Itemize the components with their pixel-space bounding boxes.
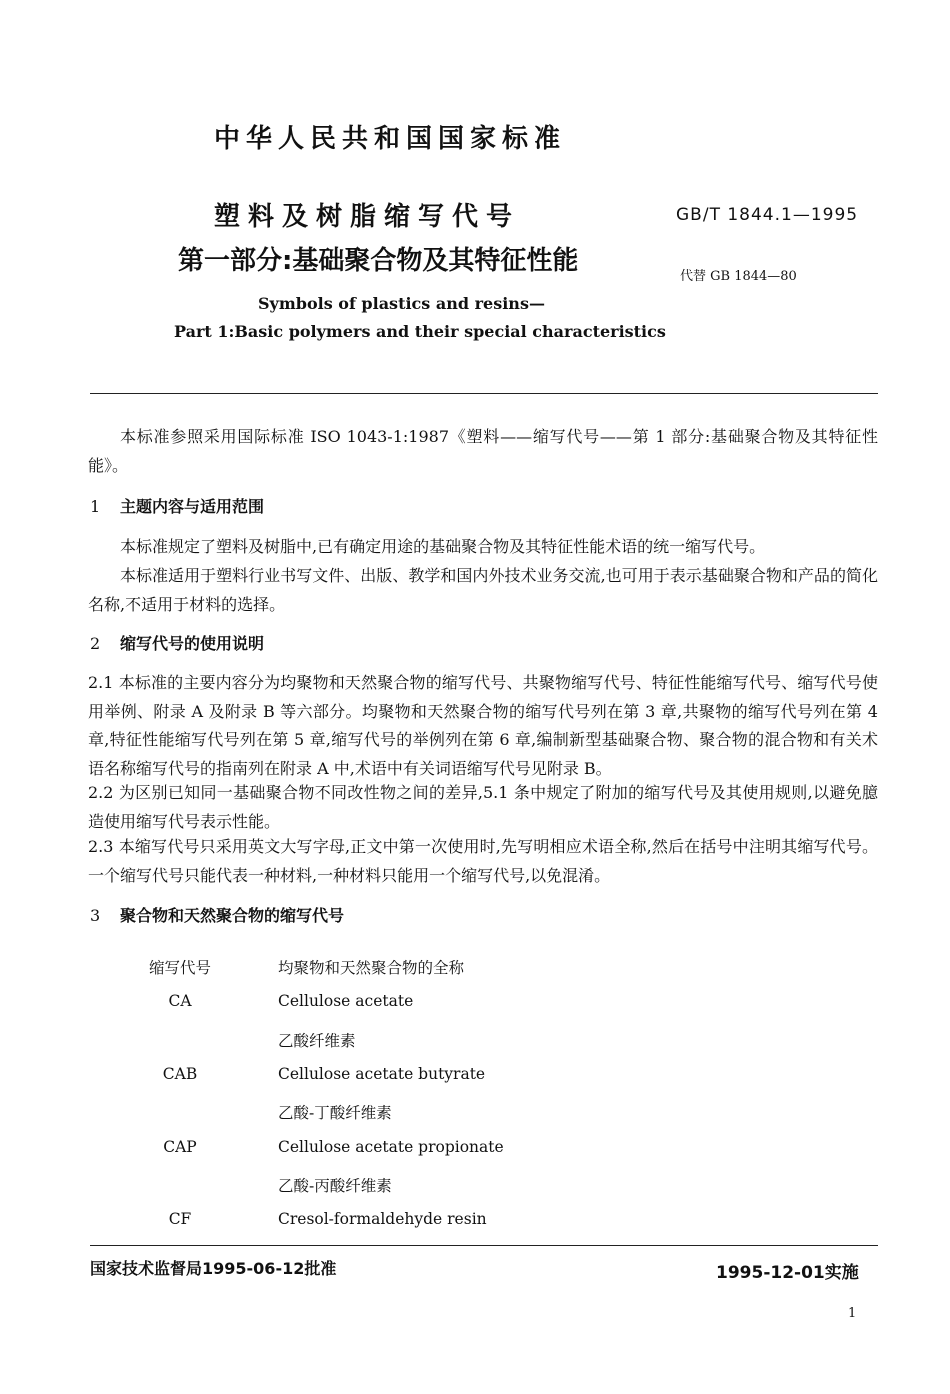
section2-number: 2	[90, 634, 101, 653]
clause-2-1: 2.1 本标准的主要内容分为均聚物和天然聚合物的缩写代号、共聚物缩写代号、特征性能缩写代号、缩写代号使用举例、附录 A 及附录 B 等六部分。均聚物和天然聚合物的缩写代号列在第 3 章,共聚物的缩写代号列在第 4 章,特征性能缩写代号列在第 5 章,缩写代号的举例列在第 6 章,编制新型基础聚合物、聚合物的混合物和有关术语名称缩写代号的指南列在附录 A 中,术语中有关词语缩写代号见附录 B。	[88, 673, 878, 778]
document-title-line2: 第一部分:基础聚合物及其特征性能	[178, 246, 579, 276]
entry-chinese: 乙酸-丁酸纤维素	[278, 1104, 392, 1122]
section1-paragraph-1: 本标准规定了塑料及树脂中,已有确定用途的基础聚合物及其特征性能术语的统一缩写代号。	[120, 537, 766, 556]
footer-divider	[90, 1245, 878, 1246]
table-header-code: 缩写代号	[148, 959, 211, 977]
section2-heading	[90, 631, 264, 654]
entry-english: Cellulose acetate	[278, 992, 414, 1010]
document-title-line1: 塑料及树脂缩写代号	[214, 202, 521, 232]
entry-code: CF	[168, 1210, 192, 1228]
clause-2-3: 2.3 本缩写代号只采用英文大写字母,正文中第一次使用时,先写明相应术语全称,然后在括号中注明其缩写代号。一个缩写代号只能代表一种材料,一种材料只能用一个缩写代号,以免混淆。	[88, 837, 878, 885]
entry-chinese: 乙酸-丙酸纤维素	[278, 1177, 392, 1195]
section1-title: 主题内容与适用范围	[120, 497, 265, 516]
national-standard-heading: 中华人民共和国国家标准	[213, 124, 566, 154]
clause-2-2: 2.2 为区别已知同一基础聚合物不同改性物之间的差异,5.1 条中规定了附加的缩写代号及其使用规则,以避免臆造使用缩写代号表示性能。	[88, 783, 878, 831]
entry-chinese: 乙酸纤维素	[278, 1032, 356, 1050]
page-number: 1	[848, 1306, 857, 1321]
entry-english: Cellulose acetate butyrate	[278, 1065, 486, 1083]
entry-code: CA	[168, 992, 192, 1010]
foreword-paragraph: 本标准参照采用国际标准 ISO 1043-1:1987《塑料——缩写代号——第 1 部分:基础聚合物及其特征性能》。	[88, 427, 878, 475]
entry-english: Cresol-formaldehyde resin	[278, 1210, 487, 1228]
approval-date: 国家技术监督局1995-06-12批准	[90, 1259, 337, 1278]
section2-title: 缩写代号的使用说明	[120, 634, 265, 653]
entry-english: Cellulose acetate propionate	[278, 1138, 504, 1156]
effective-date: 1995-12-01实施	[716, 1263, 859, 1283]
english-title-line1: Symbols of plastics and resins—	[258, 294, 545, 313]
section1-number: 1	[90, 497, 101, 516]
entry-code: CAB	[162, 1065, 198, 1083]
section3-title: 聚合物和天然聚合物的缩写代号	[120, 906, 345, 925]
english-title-line2: Part 1:Basic polymers and their special characteristics	[174, 322, 666, 341]
header-divider	[90, 393, 878, 394]
replaces-standard: 代替 GB 1844—80	[680, 269, 797, 284]
section1-heading	[90, 494, 264, 517]
entry-code: CAP	[163, 1138, 197, 1156]
section1-paragraph-2: 本标准适用于塑料行业书写文件、出版、教学和国内外技术业务交流,也可用于表示基础聚合物和产品的简化名称,不适用于材料的选择。	[88, 566, 878, 614]
section3-heading	[90, 903, 344, 926]
table-header-name: 均聚物和天然聚合物的全称	[278, 959, 465, 977]
standard-number: GB/T 1844.1—1995	[676, 205, 859, 225]
section3-number: 3	[90, 906, 101, 925]
